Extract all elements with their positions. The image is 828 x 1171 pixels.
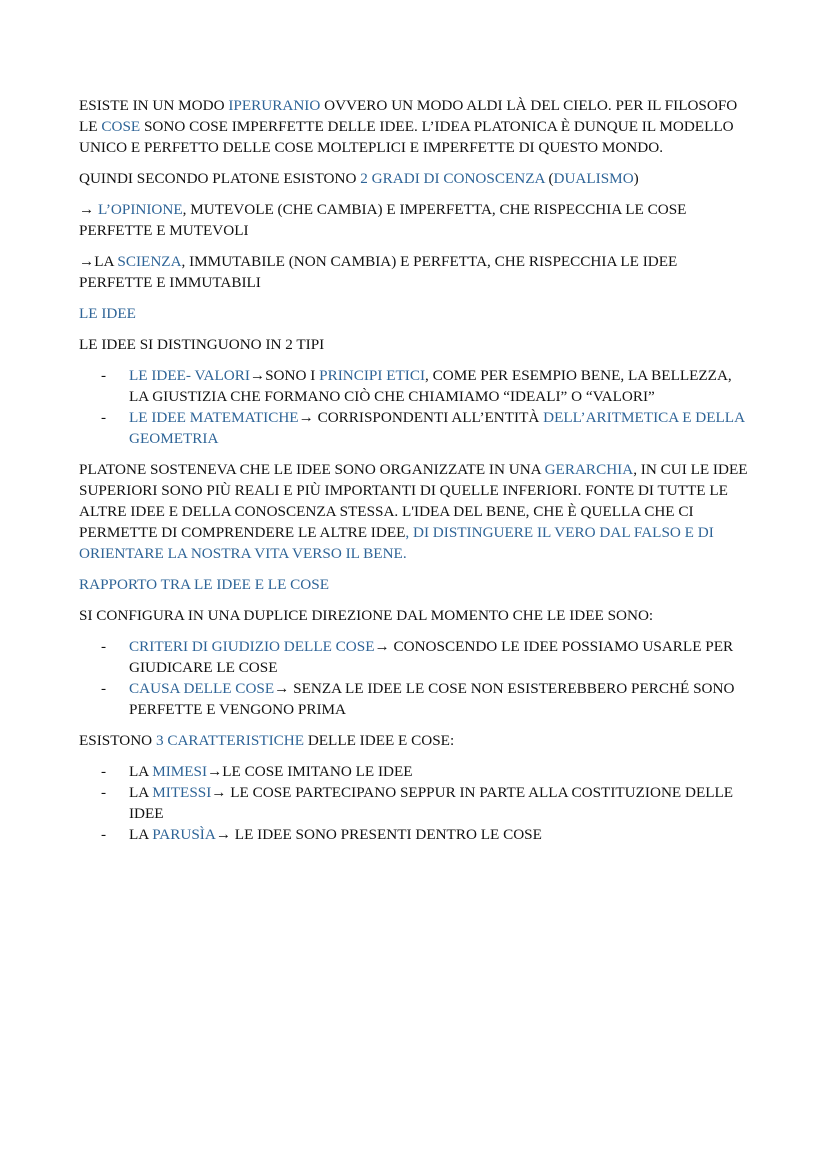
list-caratteristiche bbox=[79, 761, 749, 845]
highlight-aritmetica: DELL’ARITMETICA E DELLA GEOMETRIA bbox=[129, 409, 745, 447]
highlight-gerarchia: GERARCHIA bbox=[544, 461, 634, 478]
dash-bullet: - bbox=[101, 367, 107, 384]
highlight-parusia: PARUSÌA bbox=[152, 826, 216, 843]
text: SONO COSE IMPERFETTE DELLE IDEE. L’IDEA PLATONICA È DUNQUE IL MODELLO UNICO E PERFETTO DELLE COSE MOLTEPLICI E IMPERFETTE DI QUESTO MONDO. bbox=[79, 118, 734, 156]
list-item bbox=[79, 824, 749, 845]
highlight-scienza: SCIENZA bbox=[117, 253, 182, 270]
text: PLATONE SOSTENEVA CHE LE IDEE SONO ORGANIZZATE IN UNA bbox=[79, 461, 545, 478]
heading-rapporto: RAPPORTO TRA LE IDEE E LE COSE bbox=[79, 576, 329, 593]
text: → SENZA LE IDEE LE COSE NON ESISTEREBBERO PERCHÉ SONO PERFETTE E VENGONO PRIMA bbox=[129, 680, 735, 718]
highlight-mimesi: MIMESI bbox=[152, 763, 208, 780]
text: , MUTEVOLE (CHE CAMBIA) E IMPERFETTA, CHE RISPECCHIA LE COSE PERFETTE E MUTEVOLI bbox=[79, 201, 687, 239]
text: ( bbox=[544, 170, 554, 187]
list-item bbox=[79, 407, 749, 449]
text: LA bbox=[129, 826, 153, 843]
highlight-distinguere: , DI DISTINGUERE IL VERO DAL FALSO E DI ORIENTARE LA NOSTRA VITA VERSO IL BENE. bbox=[79, 524, 714, 562]
text: , IMMUTABILE (NON CAMBIA) E PERFETTA, CHE RISPECCHIA LE IDEE PERFETTE E IMMUTABILI bbox=[79, 253, 678, 291]
highlight-principi-etici: PRINCIPI ETICI bbox=[319, 367, 426, 384]
arrow: → bbox=[79, 201, 98, 218]
text: , COME PER ESEMPIO BENE, LA BELLEZZA, LA GIUSTIZIA CHE FORMANO CIÒ CHE CHIAMIAMO “IDEALI” O “VALORI” bbox=[129, 367, 732, 405]
text: OVVERO UN MODO ALDI LÀ DEL CIELO. PER IL FILOSOFO LE bbox=[79, 97, 738, 135]
list-rapporto bbox=[79, 636, 749, 720]
highlight-gradi: 2 GRADI DI CONOSCENZA bbox=[360, 170, 545, 187]
dash-bullet: - bbox=[101, 784, 107, 801]
list-item bbox=[79, 782, 749, 824]
list-item bbox=[79, 761, 749, 782]
text: →LE COSE IMITANO LE IDEE bbox=[207, 763, 413, 780]
highlight-idee-valori: LE IDEE- VALORI bbox=[129, 367, 250, 384]
highlight-criteri: CRITERI DI GIUDIZIO DELLE COSE bbox=[129, 638, 375, 655]
paragraph-iperuranio bbox=[79, 95, 749, 158]
text: → LE COSE PARTECIPANO SEPPUR IN PARTE ALLA COSTITUZIONE DELLE IDEE bbox=[129, 784, 734, 822]
list-item bbox=[79, 678, 749, 720]
heading-le-idee: LE IDEE bbox=[79, 305, 136, 322]
paragraph-gradi-conoscenza bbox=[79, 168, 749, 189]
document-body bbox=[79, 95, 749, 855]
arrow: →LA bbox=[79, 253, 118, 270]
highlight-mitessi: MITESSI bbox=[152, 784, 212, 801]
paragraph-scienza bbox=[79, 251, 749, 293]
highlight-idee-matematiche: LE IDEE MATEMATICHE bbox=[129, 409, 299, 426]
dash-bullet: - bbox=[101, 638, 107, 655]
text: DELLE IDEE E COSE: bbox=[304, 732, 455, 749]
text: → LE IDEE SONO PRESENTI DENTRO LE COSE bbox=[215, 826, 542, 843]
text: → CONOSCENDO LE IDEE POSSIAMO USARLE PER GIUDICARE LE COSE bbox=[129, 638, 734, 676]
paragraph-duplice-direzione: SI CONFIGURA IN UNA DUPLICE DIREZIONE DAL MOMENTO CHE LE IDEE SONO: bbox=[79, 607, 654, 624]
text: ) bbox=[633, 170, 639, 187]
highlight-opinione: L’OPINIONE bbox=[97, 201, 183, 218]
text: , IN CUI LE IDEE SUPERIORI SONO PIÙ REALI E PIÙ IMPORTANTI DI QUELLE INFERIORI. FONTE DI TUTTE LE ALTRE IDEE E DELLA CONOSCENZA STESSA. L'IDEA DEL BENE, CHE È QUELLA CHE CI PERMETTE DI COMPRENDERE LE ALTRE IDEE bbox=[79, 461, 748, 541]
paragraph-gerarchia bbox=[79, 459, 749, 564]
list-item bbox=[79, 365, 749, 407]
highlight-iperuranio: IPERURANIO bbox=[228, 97, 321, 114]
text: QUINDI SECONDO PLATONE ESISTONO bbox=[79, 170, 361, 187]
highlight-caratteristiche: 3 CARATTERISTICHE bbox=[155, 732, 305, 749]
list-tipi-idee bbox=[79, 365, 749, 449]
text: ESISTONO bbox=[79, 732, 156, 749]
text: LA bbox=[129, 784, 153, 801]
dash-bullet: - bbox=[101, 409, 107, 426]
text: ESISTE IN UN MODO bbox=[79, 97, 229, 114]
dash-bullet: - bbox=[101, 680, 107, 697]
text: → CORRISPONDENTI ALL’ENTITÀ bbox=[298, 409, 544, 426]
dash-bullet: - bbox=[101, 826, 107, 843]
paragraph-opinione bbox=[79, 199, 749, 241]
text: →SONO I bbox=[249, 367, 320, 384]
text: LA bbox=[129, 763, 153, 780]
highlight-dualismo: DUALISMO bbox=[553, 170, 634, 187]
highlight-causa: CAUSA DELLE COSE bbox=[129, 680, 275, 697]
paragraph-tipi: LE IDEE SI DISTINGUONO IN 2 TIPI bbox=[79, 336, 325, 353]
dash-bullet: - bbox=[101, 763, 107, 780]
paragraph-caratteristiche bbox=[79, 730, 749, 751]
list-item bbox=[79, 636, 749, 678]
highlight-cose: COSE bbox=[101, 118, 141, 135]
